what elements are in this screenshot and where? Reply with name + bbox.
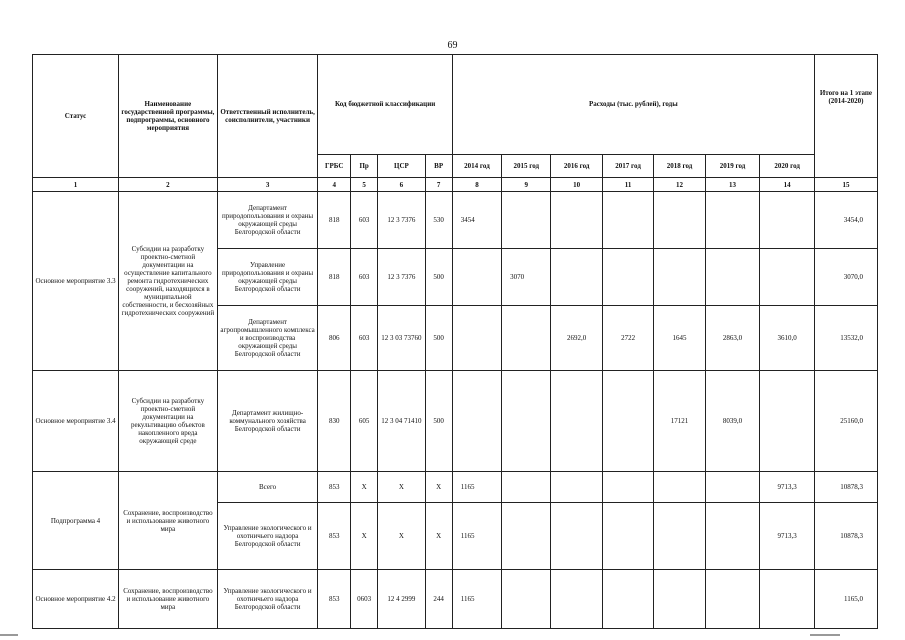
year-2020-cell (760, 570, 815, 629)
csr-cell: 12 4 2999 (378, 570, 425, 629)
year-2014-cell (452, 249, 501, 306)
column-number: 5 (351, 178, 378, 192)
year-2014-cell (452, 306, 501, 371)
status-cell: Основное мероприятие 3.3 (33, 192, 119, 371)
program-name-cell: Субсидии на разработку проектно-сметной документации на осуществление капитального ремонта гидротехнических сооружений, находящихся в муниципальной собственности, и бесхозяйных гидротехнических сооружений (119, 192, 218, 371)
pr-cell: 603 (351, 306, 378, 371)
year-2015-cell (502, 192, 551, 249)
responsible-cell: Департамент природопользования и охраны окружающей среды Белгородской области (217, 192, 318, 249)
header-year: 2014 год (452, 154, 501, 177)
program-name-cell: Сохранение, воспроизводство и использование животного мира (119, 472, 218, 570)
year-2015-cell (502, 570, 551, 629)
year-2020-cell: 3610,0 (760, 306, 815, 371)
year-2015-cell (502, 503, 551, 570)
column-number: 8 (452, 178, 501, 192)
grbs-cell: 853 (318, 472, 351, 503)
year-2019-cell (705, 472, 760, 503)
year-2015-cell (502, 306, 551, 371)
header-year: 2015 год (502, 154, 551, 177)
total-cell: 1165,0 (814, 570, 877, 629)
responsible-cell: Управление экологического и охотничьего надзора Белгородской области (217, 503, 318, 570)
year-2015-cell (502, 472, 551, 503)
header-grbs: ГРБС (318, 154, 351, 177)
year-2017-cell (602, 503, 653, 570)
column-number: 14 (760, 178, 815, 192)
year-2018-cell: 1645 (654, 306, 705, 371)
column-number: 3 (217, 178, 318, 192)
year-2017-cell (602, 192, 653, 249)
responsible-cell: Управление природопользования и охраны окружающей среды Белгородской области (217, 249, 318, 306)
year-2020-cell: 9713,3 (760, 472, 815, 503)
year-2018-cell (654, 192, 705, 249)
vr-cell: X (425, 472, 452, 503)
column-number: 2 (119, 178, 218, 192)
grbs-cell: 830 (318, 371, 351, 472)
program-name-cell: Субсидии на разработку проектно-сметной документации на рекультивацию объектов накопленного вреда окружающей среде (119, 371, 218, 472)
header-program-name: Наименование государственной программы, подпрограммы, основного мероприятия (119, 55, 218, 178)
year-2018-cell (654, 570, 705, 629)
header-responsible: Ответственный исполнитель, соисполнители, участники (217, 55, 318, 178)
grbs-cell: 818 (318, 249, 351, 306)
column-number: 9 (502, 178, 551, 192)
year-2020-cell: 9713,3 (760, 503, 815, 570)
budget-table (32, 54, 878, 629)
responsible-cell: Департамент жилищно-коммунального хозяйства Белгородской области (217, 371, 318, 472)
header-year: 2018 год (654, 154, 705, 177)
year-2016-cell (551, 503, 602, 570)
total-cell: 13532,0 (814, 306, 877, 371)
column-number: 10 (551, 178, 602, 192)
year-2016-cell (551, 472, 602, 503)
year-2017-cell (602, 371, 653, 472)
header-status: Статус (33, 55, 119, 178)
column-number: 15 (814, 178, 877, 192)
year-2018-cell: 17121 (654, 371, 705, 472)
pr-cell: X (351, 503, 378, 570)
grbs-cell: 806 (318, 306, 351, 371)
vr-cell: 500 (425, 306, 452, 371)
program-name-cell: Сохранение, воспроизводство и использование животного мира (119, 570, 218, 629)
csr-cell: X (378, 472, 425, 503)
year-2016-cell: 2692,0 (551, 306, 602, 371)
year-2017-cell (602, 472, 653, 503)
year-2018-cell (654, 472, 705, 503)
grbs-cell: 853 (318, 570, 351, 629)
vr-cell: 500 (425, 371, 452, 472)
total-cell: 3070,0 (814, 249, 877, 306)
year-2015-cell (502, 371, 551, 472)
csr-cell: 12 3 04 71410 (378, 371, 425, 472)
header-total: Итого на 1 этапе (2014-2020) (814, 55, 877, 178)
header-year: 2017 год (602, 154, 653, 177)
year-2015-cell: 3070 (502, 249, 551, 306)
vr-cell: X (425, 503, 452, 570)
page-number: 69 (447, 40, 458, 51)
year-2018-cell (654, 503, 705, 570)
grbs-cell: 818 (318, 192, 351, 249)
header-pr: Пр (351, 154, 378, 177)
year-2019-cell (705, 249, 760, 306)
year-2020-cell (760, 249, 815, 306)
year-2019-cell (705, 192, 760, 249)
scan-edge-mark (0, 634, 18, 636)
table-row (33, 371, 878, 472)
pr-cell: 605 (351, 371, 378, 472)
grbs-cell: 853 (318, 503, 351, 570)
header-budget-code: Код бюджетной классификации (318, 55, 452, 155)
year-2018-cell (654, 249, 705, 306)
column-number: 6 (378, 178, 425, 192)
table-row (33, 570, 878, 629)
header-vr: ВР (425, 154, 452, 177)
csr-cell: X (378, 503, 425, 570)
year-2017-cell: 2722 (602, 306, 653, 371)
header-row (33, 55, 878, 155)
year-2016-cell (551, 570, 602, 629)
year-2019-cell (705, 570, 760, 629)
csr-cell: 12 3 7376 (378, 249, 425, 306)
column-number: 12 (654, 178, 705, 192)
year-2020-cell (760, 371, 815, 472)
year-2020-cell (760, 192, 815, 249)
table-row (33, 192, 878, 249)
vr-cell: 500 (425, 249, 452, 306)
header-csr: ЦСР (378, 154, 425, 177)
responsible-cell: Департамент агропромышленного комплекса и воспроизводства окружающей среды Белгородской области (217, 306, 318, 371)
year-2014-cell: 1165 (452, 503, 501, 570)
year-2014-cell: 3454 (452, 192, 501, 249)
pr-cell: 603 (351, 192, 378, 249)
header-expenses: Расходы (тыс. рублей), годы (452, 55, 814, 155)
vr-cell: 530 (425, 192, 452, 249)
scan-edge-mark (810, 634, 840, 636)
header-year: 2020 год (760, 154, 815, 177)
total-cell: 10878,3 (814, 503, 877, 570)
column-number: 7 (425, 178, 452, 192)
vr-cell: 244 (425, 570, 452, 629)
column-number: 4 (318, 178, 351, 192)
year-2016-cell (551, 192, 602, 249)
csr-cell: 12 3 03 73760 (378, 306, 425, 371)
year-2014-cell: 1165 (452, 570, 501, 629)
responsible-cell: Управление экологического и охотничьего надзора Белгородской области (217, 570, 318, 629)
header-year: 2019 год (705, 154, 760, 177)
year-2019-cell (705, 503, 760, 570)
column-number: 11 (602, 178, 653, 192)
responsible-cell: Всего (217, 472, 318, 503)
year-2016-cell (551, 371, 602, 472)
year-2014-cell: 1165 (452, 472, 501, 503)
total-cell: 3454,0 (814, 192, 877, 249)
pr-cell: X (351, 472, 378, 503)
year-2019-cell: 2863,0 (705, 306, 760, 371)
column-number-row (33, 178, 878, 192)
status-cell: Основное мероприятие 3.4 (33, 371, 119, 472)
column-number: 13 (705, 178, 760, 192)
header-year: 2016 год (551, 154, 602, 177)
year-2019-cell: 8039,0 (705, 371, 760, 472)
year-2017-cell (602, 570, 653, 629)
pr-cell: 603 (351, 249, 378, 306)
total-cell: 10878,3 (814, 472, 877, 503)
year-2017-cell (602, 249, 653, 306)
year-2014-cell (452, 371, 501, 472)
total-cell: 25160,0 (814, 371, 877, 472)
table-row (33, 472, 878, 503)
status-cell: Подпрограмма 4 (33, 472, 119, 570)
pr-cell: 0603 (351, 570, 378, 629)
year-2016-cell (551, 249, 602, 306)
csr-cell: 12 3 7376 (378, 192, 425, 249)
status-cell: Основное мероприятие 4.2 (33, 570, 119, 629)
column-number: 1 (33, 178, 119, 192)
